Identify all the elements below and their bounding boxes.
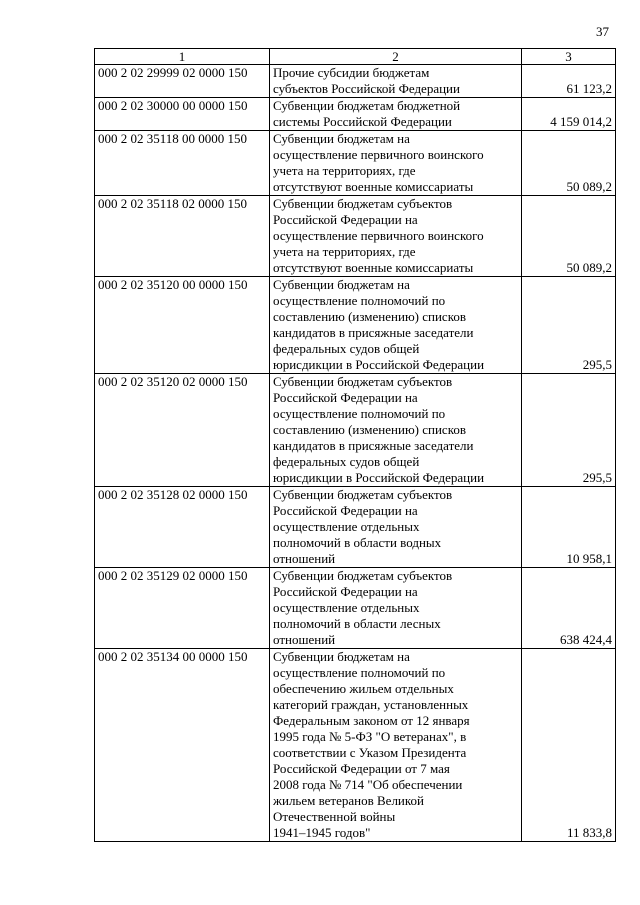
table-row [95,131,616,196]
table-row [95,98,616,131]
description-cell: Прочие субсидии бюджетам субъектов Российской Федерации [270,65,522,98]
description-cell: Субвенции бюджетам субъектов Российской Федерации на осуществление отдельных полномочий в области водных отношений [270,487,522,568]
amount-cell: 61 123,2 [522,65,616,98]
description-cell: Субвенции бюджетам на осуществление первичного воинского учета на территориях, где отсутствуют военные комиссариаты [270,131,522,196]
page-number: 37 [596,24,609,39]
table-row [95,277,616,374]
description-cell: Субвенции бюджетам субъектов Российской Федерации на осуществление первичного воинского учета на территориях, где отсутствуют военные комиссариаты [270,196,522,277]
column-header-code: 1 [95,49,270,65]
budget-table [94,48,616,842]
budget-code-cell: 000 2 02 29999 02 0000 150 [95,65,270,98]
budget-code-cell: 000 2 02 35118 00 0000 150 [95,131,270,196]
budget-code-cell: 000 2 02 35129 02 0000 150 [95,568,270,649]
budget-code-cell: 000 2 02 35134 00 0000 150 [95,649,270,842]
budget-code-cell: 000 2 02 35120 02 0000 150 [95,374,270,487]
amount-cell: 10 958,1 [522,487,616,568]
column-header-description: 2 [270,49,522,65]
description-cell: Субвенции бюджетам субъектов Российской Федерации на осуществление отдельных полномочий в области лесных отношений [270,568,522,649]
amount-cell: 295,5 [522,374,616,487]
column-header-amount: 3 [522,49,616,65]
amount-cell: 295,5 [522,277,616,374]
amount-cell: 50 089,2 [522,196,616,277]
description-cell: Субвенции бюджетам на осуществление полномочий по составлению (изменению) списков кандидатов в присяжные заседатели федеральных судов общей юрисдикции в Российской Федерации [270,277,522,374]
description-cell: Субвенции бюджетам бюджетной системы Российской Федерации [270,98,522,131]
amount-cell: 11 833,8 [522,649,616,842]
table-row [95,65,616,98]
table-row [95,374,616,487]
table-row [95,649,616,842]
description-cell: Субвенции бюджетам на осуществление полномочий по обеспечению жильем отдельных категорий граждан, установленных Федеральным законом от 12 января 1995 года № 5-ФЗ "О ветеранах", в соответствии с Указом Президента Российской Федерации от 7 мая 2008 года № 714 "Об обеспечении жильем ветеранов Великой Отечественной войны 1941–1945 годов" [270,649,522,842]
table-row [95,568,616,649]
amount-cell: 50 089,2 [522,131,616,196]
header-row [95,49,616,65]
budget-code-cell: 000 2 02 35120 00 0000 150 [95,277,270,374]
description-cell: Субвенции бюджетам субъектов Российской Федерации на осуществление полномочий по составлению (изменению) списков кандидатов в присяжные заседатели федеральных судов общей юрисдикции в Российской Федерации [270,374,522,487]
budget-code-cell: 000 2 02 30000 00 0000 150 [95,98,270,131]
budget-code-cell: 000 2 02 35118 02 0000 150 [95,196,270,277]
amount-cell: 638 424,4 [522,568,616,649]
budget-code-cell: 000 2 02 35128 02 0000 150 [95,487,270,568]
table-row [95,487,616,568]
table-row [95,196,616,277]
amount-cell: 4 159 014,2 [522,98,616,131]
